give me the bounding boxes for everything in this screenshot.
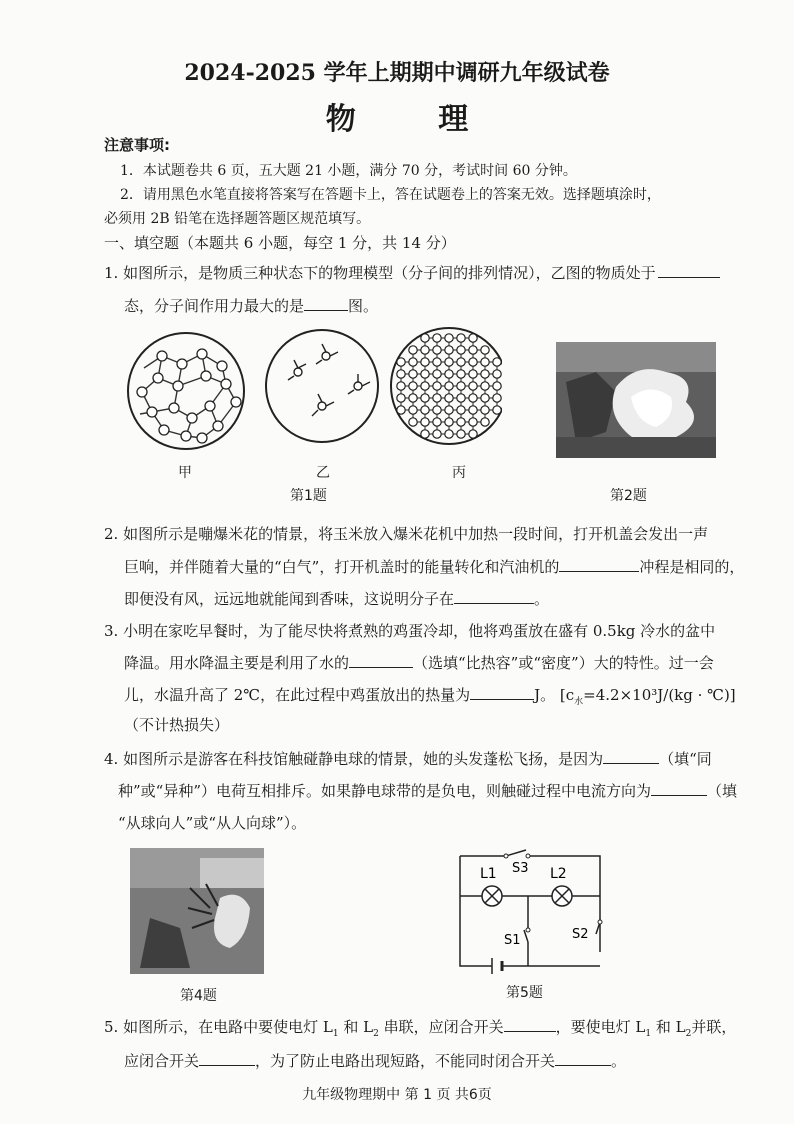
label-bing: 丙 (452, 465, 466, 481)
section-1-heading: 一、填空题（本题共 6 小题，每空 1 分，共 14 分） (104, 234, 456, 252)
lattice-molecule (493, 382, 501, 390)
lattice-molecule (469, 382, 477, 390)
lattice-molecule (397, 406, 405, 414)
label-jia: 甲 (178, 465, 192, 481)
lattice-molecule (397, 358, 405, 366)
q2-line-2: 巨响，并伴随着大量的“白气”，打开机盖时的能量转化和汽油机的 冲程是相同的， (124, 558, 745, 576)
q4-line-3: “从球向人”或“从人向球”）。 (118, 814, 307, 832)
lattice-molecule (481, 358, 489, 366)
lamp-l2 (552, 886, 572, 906)
model-yi (266, 330, 378, 442)
q2-line-1: 2. 如图所示是嘣爆米花的情景，将玉米放入爆米花机中加热一段时间，打开机盖会发出一声 (104, 525, 709, 543)
lattice-molecule (493, 406, 501, 414)
subject-title: 物 理 (325, 102, 505, 137)
lattice-molecule (445, 334, 453, 342)
lattice-molecule (397, 382, 405, 390)
lattice-molecule (457, 346, 465, 354)
label-l2: L2 (550, 866, 567, 882)
popcorn-photo-image (556, 342, 716, 458)
label-yi: 乙 (316, 465, 330, 481)
lattice-molecule (481, 394, 489, 402)
lattice-molecule (421, 358, 429, 366)
label-s3: S3 (512, 861, 529, 876)
lattice-molecule (445, 370, 453, 378)
lattice-molecule (397, 394, 405, 402)
lattice-molecule (421, 382, 429, 390)
lattice-molecule (481, 418, 489, 426)
q4-line-1: 4. 如图所示是游客在科技馆触碰静电球的情景，她的头发蓬松飞扬，是因为 （填“同 (104, 750, 712, 768)
lattice-molecule (493, 358, 501, 366)
lattice-molecule (409, 346, 417, 354)
lattice-molecule (409, 394, 417, 402)
q1-line-1: 1. 如图所示，是物质三种状态下的物理模型（分子间的排列情况），乙图的物质处于 (104, 262, 720, 283)
lattice-molecule (409, 370, 417, 378)
q4-caption: 第4题 (180, 988, 217, 1004)
lattice-molecule (457, 394, 465, 402)
lattice-molecule (445, 394, 453, 402)
lattice-molecule (409, 358, 417, 366)
lattice-molecule (409, 382, 417, 390)
lattice-molecule (469, 358, 477, 366)
q3-line-3: 儿，水温升高了 2℃，在此过程中鸡蛋放出的热量为 J。 [$c_水=4.2\times 10^3J/(kg$ · ℃)] (124, 686, 736, 707)
lattice-molecule (409, 418, 417, 426)
q5-line-2: 应闭合开关 ，为了防止电路出现短路，不能同时闭合开关 。 (124, 1052, 627, 1070)
q5-line-1: 5. 如图所示，在电路中要使电灯 $L_1$ 和 $L_2$ 串联，应闭合开关 ，要使电灯 $L_1$ 和 $L_2$并联， (104, 1018, 737, 1039)
lattice-molecule (445, 430, 453, 438)
q3-line-4: （不计热损失） (124, 716, 230, 734)
lattice-molecule (433, 430, 441, 438)
lattice-molecule (469, 418, 477, 426)
q3-line-2: 降温。用水降温主要是利用了水的 （选填“比热容”或“密度”）大的特性。过一会 (124, 654, 714, 672)
q2-line-3: 即便没有风，远远地就能闻到香味，这说明分子在 。 (124, 590, 550, 608)
lattice-molecule (469, 394, 477, 402)
lattice-molecule (421, 430, 429, 438)
lattice-molecule (433, 358, 441, 366)
lattice-molecule (469, 430, 477, 438)
lattice-molecule (457, 406, 465, 414)
lattice-molecule (481, 406, 489, 414)
lattice-molecule (469, 406, 477, 414)
lattice-molecule (421, 370, 429, 378)
model-jia (128, 333, 244, 449)
lattice-molecule (445, 346, 453, 354)
lattice-molecule (433, 370, 441, 378)
label-s1: S1 (504, 933, 521, 948)
lattice-molecule (409, 406, 417, 414)
lattice-molecule (469, 334, 477, 342)
lattice-molecule (433, 334, 441, 342)
lattice-molecule (469, 370, 477, 378)
q4-line-2: 种”或“异种”）电荷互相排斥。如果静电球带的是负电，则触碰过程中电流方向为 （填 (118, 782, 738, 800)
q3-line-1: 3. 小明在家吃早餐时，为了能尽快将煮熟的鸡蛋冷却，他将鸡蛋放在盛有 0.5kg 冷水的盆中 (104, 622, 716, 640)
lattice-molecule (469, 346, 477, 354)
lattice-molecule (421, 346, 429, 354)
lattice-molecule (421, 418, 429, 426)
lattice-molecule (445, 418, 453, 426)
lattice-molecule (397, 370, 405, 378)
q1-caption: 第1题 (290, 488, 327, 504)
lattice-molecule (445, 406, 453, 414)
lattice-molecule (421, 334, 429, 342)
q1-molecule-models (122, 326, 502, 476)
lattice-molecule (433, 382, 441, 390)
lattice-molecule (493, 370, 501, 378)
lattice-molecule (457, 382, 465, 390)
lattice-molecule (481, 346, 489, 354)
page-footer: 九年级物理期中 第 1 页 共6页 (302, 1087, 492, 1103)
lamp-l1 (482, 886, 502, 906)
lattice-molecule (481, 370, 489, 378)
lattice-molecule (445, 382, 453, 390)
lattice-molecule (433, 406, 441, 414)
lattice-molecule (493, 394, 501, 402)
lattice-molecule (445, 358, 453, 366)
q1-line-2: 态，分子间作用力最大的是 图。 (124, 297, 379, 315)
lattice-molecule (457, 370, 465, 378)
lattice-molecule (421, 394, 429, 402)
label-l1: L1 (480, 866, 497, 882)
lattice-molecule (421, 406, 429, 414)
label-s2: S2 (572, 927, 589, 942)
lattice-molecule (457, 418, 465, 426)
static-ball-photo (130, 848, 264, 974)
notice-item-2-cont: 必须用 2B 铅笔在选择题答题区规范填写。 (104, 211, 371, 227)
model-bing (391, 328, 502, 444)
notice-heading: 注意事项: (104, 136, 170, 154)
lattice-molecule (433, 346, 441, 354)
static-ball-image (130, 848, 264, 974)
lattice-molecule (433, 394, 441, 402)
popcorn-machine-photo (556, 342, 716, 458)
lattice-molecule (457, 358, 465, 366)
notice-item-1: 1．本试题卷共 6 页，五大题 21 小题，满分 70 分，考试时间 60 分钟。 (120, 163, 577, 179)
lattice-molecule (457, 334, 465, 342)
lattice-molecule (457, 430, 465, 438)
q5-circuit-diagram (452, 846, 612, 974)
q5-caption: 第5题 (506, 985, 543, 1001)
q2-caption: 第2题 (610, 488, 647, 504)
notice-item-2: 2．请用黑色水笔直接将答案写在答题卡上，答在试题卷上的答案无效。选择题填涂时， (120, 187, 661, 203)
lattice-molecule (433, 418, 441, 426)
lattice-molecule (481, 382, 489, 390)
exam-title: 2024-2025 学年上期期中调研九年级试卷 (184, 60, 610, 86)
